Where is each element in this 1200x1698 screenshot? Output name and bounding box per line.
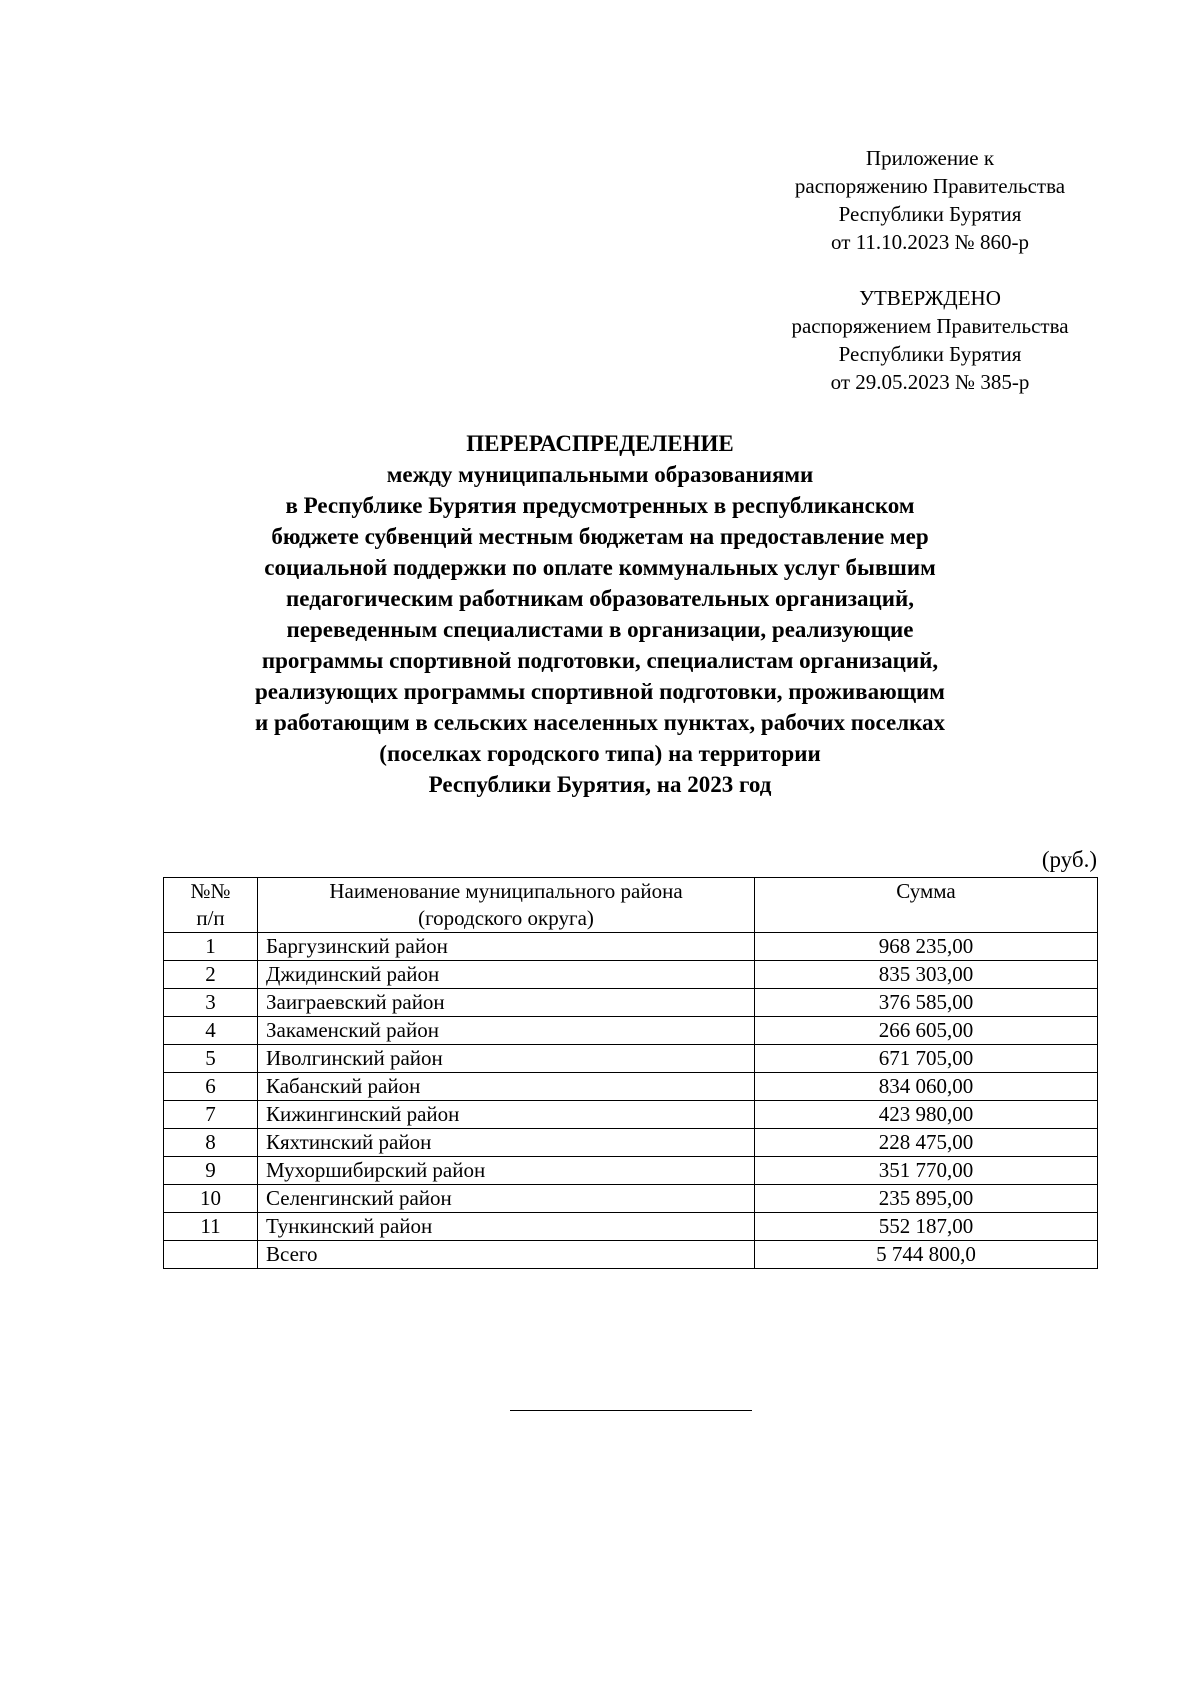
total-number bbox=[164, 1241, 258, 1269]
title-line: бюджете субвенций местным бюджетам на предоставление мер bbox=[271, 524, 929, 549]
title-line: между муниципальными образованиями bbox=[386, 462, 814, 487]
row-sum: 235 895,00 bbox=[755, 1185, 1098, 1213]
approval-line: УТВЕРЖДЕНО bbox=[859, 286, 1001, 310]
table-row bbox=[164, 1045, 1098, 1073]
approval-line: распоряжением Правительства bbox=[791, 314, 1069, 338]
title-line: и работающим в сельских населенных пунктах, рабочих поселках bbox=[254, 710, 946, 735]
table-total-row bbox=[164, 1241, 1098, 1269]
title-line: ПЕРЕРАСПРЕДЕЛЕНИЕ bbox=[466, 431, 734, 456]
approval-block bbox=[700, 284, 1160, 396]
total-sum: 5 744 800,0 bbox=[755, 1241, 1098, 1269]
row-number: 4 bbox=[164, 1017, 258, 1045]
row-number: 3 bbox=[164, 989, 258, 1017]
row-municipality: Кяхтинский район bbox=[258, 1129, 755, 1157]
appendix-line: Приложение к bbox=[865, 146, 995, 170]
header-number: №№ п/п bbox=[164, 878, 258, 933]
row-sum: 834 060,00 bbox=[755, 1073, 1098, 1101]
title-line: Республики Бурятия, на 2023 год bbox=[428, 772, 772, 797]
table-row bbox=[164, 1157, 1098, 1185]
table-row bbox=[164, 933, 1098, 961]
row-municipality: Кижингинский район bbox=[258, 1101, 755, 1129]
row-number: 11 bbox=[164, 1213, 258, 1241]
title-line: программы спортивной подготовки, специалистам организаций, bbox=[261, 648, 939, 673]
row-sum: 835 303,00 bbox=[755, 961, 1098, 989]
table-row bbox=[164, 1129, 1098, 1157]
row-number: 9 bbox=[164, 1157, 258, 1185]
title-line: в Республике Бурятия предусмотренных в республиканском bbox=[285, 493, 915, 518]
row-sum: 376 585,00 bbox=[755, 989, 1098, 1017]
appendix-line: от 11.10.2023 № 860-р bbox=[831, 230, 1029, 254]
table-header-row bbox=[164, 878, 1098, 933]
row-number: 7 bbox=[164, 1101, 258, 1129]
row-sum: 266 605,00 bbox=[755, 1017, 1098, 1045]
title-line: (поселках городского типа) на территории bbox=[379, 741, 821, 766]
currency-unit: (руб.) bbox=[1041, 847, 1097, 872]
header-sum: Сумма bbox=[755, 878, 1098, 933]
row-municipality: Баргузинский район bbox=[258, 933, 755, 961]
appendix-line: распоряжению Правительства bbox=[794, 174, 1066, 198]
header-municipality: Наименование муниципального района (городского округа) bbox=[258, 878, 755, 933]
row-number: 1 bbox=[164, 933, 258, 961]
row-municipality: Иволгинский район bbox=[258, 1045, 755, 1073]
document-title bbox=[150, 428, 1050, 800]
row-sum: 552 187,00 bbox=[755, 1213, 1098, 1241]
allocation-table bbox=[163, 877, 1098, 1269]
row-number: 2 bbox=[164, 961, 258, 989]
row-municipality: Заиграевский район bbox=[258, 989, 755, 1017]
table-row bbox=[164, 1213, 1098, 1241]
row-municipality: Мухоршибирский район bbox=[258, 1157, 755, 1185]
total-label: Всего bbox=[258, 1241, 755, 1269]
approval-line: Республики Бурятия bbox=[838, 342, 1022, 366]
appendix-block bbox=[700, 144, 1160, 256]
row-municipality: Джидинский район bbox=[258, 961, 755, 989]
title-line: социальной поддержки по оплате коммунальных услуг бывшим bbox=[264, 555, 936, 580]
title-line: педагогическим работникам образовательных организаций, bbox=[286, 586, 914, 611]
row-number: 6 bbox=[164, 1073, 258, 1101]
row-sum: 423 980,00 bbox=[755, 1101, 1098, 1129]
table-row bbox=[164, 1017, 1098, 1045]
row-municipality: Кабанский район bbox=[258, 1073, 755, 1101]
row-number: 10 bbox=[164, 1185, 258, 1213]
table-row bbox=[164, 1101, 1098, 1129]
title-line: реализующих программы спортивной подготовки, проживающим bbox=[255, 679, 945, 704]
row-sum: 671 705,00 bbox=[755, 1045, 1098, 1073]
row-municipality: Селенгинский район bbox=[258, 1185, 755, 1213]
approval-line: от 29.05.2023 № 385-р bbox=[830, 370, 1030, 394]
table-row bbox=[164, 961, 1098, 989]
table-row bbox=[164, 1073, 1098, 1101]
row-sum: 968 235,00 bbox=[755, 933, 1098, 961]
row-municipality: Тункинский район bbox=[258, 1213, 755, 1241]
row-sum: 351 770,00 bbox=[755, 1157, 1098, 1185]
table-row bbox=[164, 989, 1098, 1017]
row-number: 8 bbox=[164, 1129, 258, 1157]
row-municipality: Закаменский район bbox=[258, 1017, 755, 1045]
row-number: 5 bbox=[164, 1045, 258, 1073]
closing-divider bbox=[510, 1410, 752, 1411]
title-line: переведенным специалистами в организации, реализующие bbox=[286, 617, 914, 642]
table-row bbox=[164, 1185, 1098, 1213]
row-sum: 228 475,00 bbox=[755, 1129, 1098, 1157]
appendix-line: Республики Бурятия bbox=[838, 202, 1022, 226]
